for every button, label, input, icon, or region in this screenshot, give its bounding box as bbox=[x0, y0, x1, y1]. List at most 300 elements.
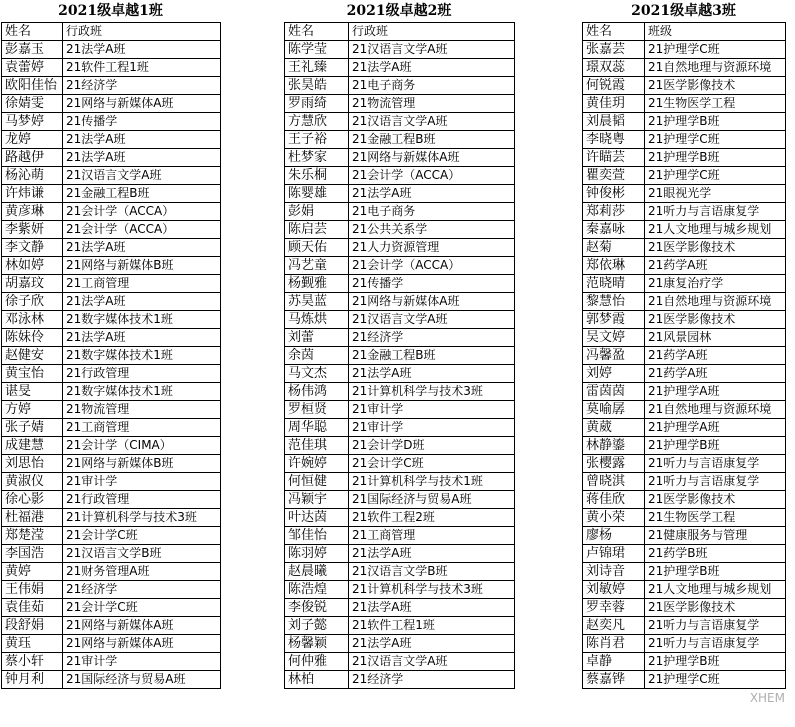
student-name: 郑楚滢 bbox=[2, 527, 63, 545]
table-row bbox=[285, 455, 515, 473]
table-row bbox=[2, 473, 221, 491]
class-block-3 bbox=[582, 0, 785, 689]
admin-class: 21法学A班 bbox=[349, 635, 515, 653]
table-row bbox=[583, 167, 786, 185]
student-name: 谌旻 bbox=[2, 383, 63, 401]
table-row bbox=[583, 527, 786, 545]
student-name: 彭嘉玉 bbox=[2, 41, 63, 59]
table-row bbox=[2, 311, 221, 329]
header-class: 行政班 bbox=[63, 23, 221, 41]
admin-class: 21药学A班 bbox=[645, 347, 786, 365]
table-row bbox=[285, 599, 515, 617]
student-name: 吴文婷 bbox=[583, 329, 645, 347]
table-row bbox=[583, 509, 786, 527]
table-row bbox=[285, 527, 515, 545]
student-name: 罗桓贤 bbox=[285, 401, 349, 419]
table-row bbox=[2, 599, 221, 617]
admin-class: 21行政管理 bbox=[63, 365, 221, 383]
table-row bbox=[583, 473, 786, 491]
class-block-2 bbox=[284, 0, 514, 689]
student-name: 邹佳怡 bbox=[285, 527, 349, 545]
table-row bbox=[583, 581, 786, 599]
student-name: 李文静 bbox=[2, 239, 63, 257]
table-row bbox=[285, 509, 515, 527]
admin-class: 21电子商务 bbox=[349, 203, 515, 221]
student-name: 方婷 bbox=[2, 401, 63, 419]
table-row bbox=[285, 167, 515, 185]
student-name: 范佳琪 bbox=[285, 437, 349, 455]
table-row bbox=[2, 239, 221, 257]
admin-class: 21护理学B班 bbox=[645, 563, 786, 581]
admin-class: 21数字媒体技术1班 bbox=[63, 347, 221, 365]
student-name: 刘晨韬 bbox=[583, 113, 645, 131]
table-row bbox=[2, 671, 221, 689]
admin-class: 21汉语言文学A班 bbox=[349, 113, 515, 131]
admin-class: 21法学A班 bbox=[349, 59, 515, 77]
table-row bbox=[2, 401, 221, 419]
student-name: 马梦婷 bbox=[2, 113, 63, 131]
admin-class: 21法学A班 bbox=[63, 149, 221, 167]
table-row bbox=[583, 239, 786, 257]
admin-class: 21数字媒体技术1班 bbox=[63, 383, 221, 401]
table-row bbox=[285, 653, 515, 671]
admin-class: 21国际经济与贸易A班 bbox=[63, 671, 221, 689]
admin-class: 21人力资源管理 bbox=[349, 239, 515, 257]
admin-class: 21法学A班 bbox=[349, 365, 515, 383]
admin-class: 21软件工程1班 bbox=[349, 617, 515, 635]
table-row bbox=[285, 671, 515, 689]
student-name: 秦嘉咏 bbox=[583, 221, 645, 239]
student-name: 蔡小轩 bbox=[2, 653, 63, 671]
student-name: 蒋佳欣 bbox=[583, 491, 645, 509]
student-name: 袁蕾婷 bbox=[2, 59, 63, 77]
table-row bbox=[285, 95, 515, 113]
admin-class: 21金融工程B班 bbox=[349, 347, 515, 365]
table-row bbox=[285, 491, 515, 509]
student-name: 何仲雅 bbox=[285, 653, 349, 671]
admin-class: 21护理学B班 bbox=[645, 653, 786, 671]
student-name: 何恒健 bbox=[285, 473, 349, 491]
student-name: 杜福港 bbox=[2, 509, 63, 527]
student-name: 李俊锐 bbox=[285, 599, 349, 617]
admin-class: 21计算机科学与技术1班 bbox=[349, 473, 515, 491]
roster-table-3 bbox=[582, 22, 786, 689]
table-row bbox=[285, 617, 515, 635]
admin-class: 21医学影像技术 bbox=[645, 239, 786, 257]
admin-class: 21网络与新媒体A班 bbox=[349, 149, 515, 167]
table-row bbox=[2, 293, 221, 311]
student-name: 莫喻孱 bbox=[583, 401, 645, 419]
admin-class: 21医学影像技术 bbox=[645, 311, 786, 329]
table-row bbox=[583, 635, 786, 653]
student-name: 冯颖宇 bbox=[285, 491, 349, 509]
table-row bbox=[2, 77, 221, 95]
admin-class: 21财务管理A班 bbox=[63, 563, 221, 581]
admin-class: 21网络与新媒体A班 bbox=[349, 293, 515, 311]
table-row bbox=[583, 131, 786, 149]
admin-class: 21听力与言语康复学 bbox=[645, 455, 786, 473]
admin-class: 21会计学C班 bbox=[63, 527, 221, 545]
student-name: 黄小荣 bbox=[583, 509, 645, 527]
student-name: 徐婧雯 bbox=[2, 95, 63, 113]
student-name: 路越伊 bbox=[2, 149, 63, 167]
table-row bbox=[285, 635, 515, 653]
table-row bbox=[285, 275, 515, 293]
table-row bbox=[285, 401, 515, 419]
student-name: 赵菊 bbox=[583, 239, 645, 257]
table-row bbox=[285, 563, 515, 581]
admin-class: 21经济学 bbox=[63, 581, 221, 599]
admin-class: 21审计学 bbox=[63, 473, 221, 491]
table-row bbox=[583, 437, 786, 455]
table-row bbox=[583, 401, 786, 419]
admin-class: 21护理学B班 bbox=[645, 437, 786, 455]
student-name: 许瞄芸 bbox=[583, 149, 645, 167]
table-row bbox=[2, 149, 221, 167]
student-name: 李国浩 bbox=[2, 545, 63, 563]
admin-class: 21工商管理 bbox=[63, 275, 221, 293]
admin-class: 21软件工程1班 bbox=[63, 59, 221, 77]
student-name: 张子婧 bbox=[2, 419, 63, 437]
table-row bbox=[583, 347, 786, 365]
student-name: 黄彦琳 bbox=[2, 203, 63, 221]
student-name: 张樱露 bbox=[583, 455, 645, 473]
student-name: 冯馨盈 bbox=[583, 347, 645, 365]
student-name: 刘子懿 bbox=[285, 617, 349, 635]
admin-class: 21法学A班 bbox=[63, 239, 221, 257]
student-name: 李晓粤 bbox=[583, 131, 645, 149]
admin-class: 21汉语言文学B班 bbox=[349, 563, 515, 581]
table-row bbox=[583, 41, 786, 59]
header-row bbox=[583, 23, 786, 41]
student-name: 曾晓淇 bbox=[583, 473, 645, 491]
table-row bbox=[2, 131, 221, 149]
admin-class: 21行政管理 bbox=[63, 491, 221, 509]
admin-class: 21经济学 bbox=[349, 329, 515, 347]
table-row bbox=[285, 311, 515, 329]
header-name: 姓名 bbox=[583, 23, 645, 41]
admin-class: 21汉语言文学A班 bbox=[349, 311, 515, 329]
header-row bbox=[2, 23, 221, 41]
admin-class: 21金融工程B班 bbox=[63, 185, 221, 203]
student-name: 范晓晴 bbox=[583, 275, 645, 293]
student-name: 何锐霞 bbox=[583, 77, 645, 95]
table-row bbox=[285, 437, 515, 455]
student-name: 钟俊彬 bbox=[583, 185, 645, 203]
student-name: 陈启芸 bbox=[285, 221, 349, 239]
class-block-1 bbox=[1, 0, 220, 689]
admin-class: 21护理学B班 bbox=[645, 149, 786, 167]
admin-class: 21传播学 bbox=[63, 113, 221, 131]
table-row bbox=[583, 293, 786, 311]
admin-class: 21会计学（CIMA） bbox=[63, 437, 221, 455]
table-row bbox=[583, 149, 786, 167]
table-row bbox=[285, 59, 515, 77]
admin-class: 21网络与新媒体A班 bbox=[63, 95, 221, 113]
table-row bbox=[285, 185, 515, 203]
table-row bbox=[583, 329, 786, 347]
admin-class: 21网络与新媒体A班 bbox=[63, 617, 221, 635]
student-name: 杨沁萌 bbox=[2, 167, 63, 185]
admin-class: 21汉语言文学A班 bbox=[349, 41, 515, 59]
admin-class: 21听力与言语康复学 bbox=[645, 203, 786, 221]
student-name: 袁佳茹 bbox=[2, 599, 63, 617]
table-row bbox=[2, 509, 221, 527]
admin-class: 21护理学C班 bbox=[645, 41, 786, 59]
student-name: 黎慧怡 bbox=[583, 293, 645, 311]
table-row bbox=[2, 257, 221, 275]
table-row bbox=[285, 347, 515, 365]
table-row bbox=[2, 167, 221, 185]
table-row bbox=[583, 599, 786, 617]
table-row bbox=[285, 131, 515, 149]
table-row bbox=[2, 383, 221, 401]
admin-class: 21工商管理 bbox=[349, 527, 515, 545]
admin-class: 21公共关系学 bbox=[349, 221, 515, 239]
student-name: 刘敏婷 bbox=[583, 581, 645, 599]
student-name: 陈学莹 bbox=[285, 41, 349, 59]
student-name: 黄葳 bbox=[583, 419, 645, 437]
table-row bbox=[2, 437, 221, 455]
student-name: 李紫妍 bbox=[2, 221, 63, 239]
table-row bbox=[583, 419, 786, 437]
table-row bbox=[2, 635, 221, 653]
student-name: 许炜谦 bbox=[2, 185, 63, 203]
admin-class: 21网络与新媒体A班 bbox=[63, 635, 221, 653]
admin-class: 21风景园林 bbox=[645, 329, 786, 347]
table-row bbox=[2, 455, 221, 473]
admin-class: 21法学A班 bbox=[349, 545, 515, 563]
admin-class: 21会计学（ACCA） bbox=[349, 167, 515, 185]
admin-class: 21审计学 bbox=[349, 419, 515, 437]
table-row bbox=[2, 95, 221, 113]
table-row bbox=[285, 221, 515, 239]
admin-class: 21听力与言语康复学 bbox=[645, 473, 786, 491]
student-name: 蔡嘉铧 bbox=[583, 671, 645, 689]
student-name: 林静鎏 bbox=[583, 437, 645, 455]
student-name: 徐心影 bbox=[2, 491, 63, 509]
table-row bbox=[2, 581, 221, 599]
admin-class: 21药学A班 bbox=[645, 365, 786, 383]
table-row bbox=[2, 59, 221, 77]
roster-table-1 bbox=[1, 22, 221, 689]
student-name: 郑莉莎 bbox=[583, 203, 645, 221]
student-name: 余茵 bbox=[285, 347, 349, 365]
student-name: 黄宝怡 bbox=[2, 365, 63, 383]
admin-class: 21药学B班 bbox=[645, 545, 786, 563]
student-name: 赵健安 bbox=[2, 347, 63, 365]
roster-table-2 bbox=[284, 22, 515, 689]
student-name: 刘诗音 bbox=[583, 563, 645, 581]
admin-class: 21医学影像技术 bbox=[645, 491, 786, 509]
student-name: 钟月利 bbox=[2, 671, 63, 689]
admin-class: 21会计学（ACCA） bbox=[349, 257, 515, 275]
table-row bbox=[583, 365, 786, 383]
table-row bbox=[583, 59, 786, 77]
student-name: 许婉婷 bbox=[285, 455, 349, 473]
table-row bbox=[2, 545, 221, 563]
table-row bbox=[2, 419, 221, 437]
student-name: 陈肖君 bbox=[583, 635, 645, 653]
admin-class: 21计算机科学与技术3班 bbox=[349, 581, 515, 599]
admin-class: 21法学A班 bbox=[63, 131, 221, 149]
admin-class: 21计算机科学与技术3班 bbox=[349, 383, 515, 401]
table-row bbox=[285, 581, 515, 599]
admin-class: 21审计学 bbox=[349, 401, 515, 419]
admin-class: 21汉语言文学A班 bbox=[349, 653, 515, 671]
admin-class: 21眼视光学 bbox=[645, 185, 786, 203]
table-row bbox=[583, 77, 786, 95]
admin-class: 21网络与新媒体B班 bbox=[63, 257, 221, 275]
admin-class: 21电子商务 bbox=[349, 77, 515, 95]
admin-class: 21生物医学工程 bbox=[645, 509, 786, 527]
class-title-2: 2021级卓越2班 bbox=[346, 3, 452, 19]
student-name: 郭梦霞 bbox=[583, 311, 645, 329]
student-name: 王伟娟 bbox=[2, 581, 63, 599]
admin-class: 21医学影像技术 bbox=[645, 599, 786, 617]
student-name: 卢锦珺 bbox=[583, 545, 645, 563]
admin-class: 21数字媒体技术1班 bbox=[63, 311, 221, 329]
admin-class: 21护理学A班 bbox=[645, 419, 786, 437]
table-row bbox=[583, 95, 786, 113]
admin-class: 21护理学C班 bbox=[645, 167, 786, 185]
admin-class: 21生物医学工程 bbox=[645, 95, 786, 113]
student-name: 顾天佑 bbox=[285, 239, 349, 257]
student-name: 罗雨绮 bbox=[285, 95, 349, 113]
admin-class: 21会计学（ACCA） bbox=[63, 221, 221, 239]
table-row bbox=[2, 221, 221, 239]
admin-class: 21听力与言语康复学 bbox=[645, 617, 786, 635]
admin-class: 21康复治疗学 bbox=[645, 275, 786, 293]
class-title-1: 2021级卓越1班 bbox=[58, 3, 163, 19]
table-row bbox=[285, 473, 515, 491]
student-name: 马炼烘 bbox=[285, 311, 349, 329]
admin-class: 21自然地理与资源环境 bbox=[645, 401, 786, 419]
header-class: 行政班 bbox=[349, 23, 515, 41]
table-row bbox=[285, 365, 515, 383]
table-row bbox=[2, 563, 221, 581]
admin-class: 21会计学（ACCA） bbox=[63, 203, 221, 221]
student-name: 杜梦家 bbox=[285, 149, 349, 167]
table-row bbox=[285, 329, 515, 347]
student-name: 郑依琳 bbox=[583, 257, 645, 275]
student-name: 张嘉芸 bbox=[583, 41, 645, 59]
student-name: 成建慧 bbox=[2, 437, 63, 455]
table-row bbox=[2, 653, 221, 671]
student-name: 苏昊蓝 bbox=[285, 293, 349, 311]
header-row bbox=[285, 23, 515, 41]
admin-class: 21会计学D班 bbox=[349, 437, 515, 455]
student-name: 冯艺童 bbox=[285, 257, 349, 275]
student-name: 陈羽婷 bbox=[285, 545, 349, 563]
table-row bbox=[583, 671, 786, 689]
table-row bbox=[285, 545, 515, 563]
table-row bbox=[583, 203, 786, 221]
student-name: 杨伟鸿 bbox=[285, 383, 349, 401]
student-name: 陈浩煌 bbox=[285, 581, 349, 599]
student-name: 邓泳林 bbox=[2, 311, 63, 329]
student-name: 张昊皓 bbox=[285, 77, 349, 95]
table-row bbox=[285, 113, 515, 131]
table-row bbox=[2, 185, 221, 203]
student-name: 王礼臻 bbox=[285, 59, 349, 77]
table-row bbox=[2, 203, 221, 221]
table-row bbox=[583, 653, 786, 671]
student-name: 赵奕凡 bbox=[583, 617, 645, 635]
admin-class: 21经济学 bbox=[63, 77, 221, 95]
admin-class: 21物流管理 bbox=[349, 95, 515, 113]
table-row bbox=[285, 293, 515, 311]
student-name: 黄珏 bbox=[2, 635, 63, 653]
admin-class: 21法学A班 bbox=[63, 41, 221, 59]
table-row bbox=[2, 275, 221, 293]
admin-class: 21自然地理与资源环境 bbox=[645, 59, 786, 77]
student-name: 叶达茵 bbox=[285, 509, 349, 527]
student-name: 陈婴雄 bbox=[285, 185, 349, 203]
table-row bbox=[583, 617, 786, 635]
student-name: 罗幸蓉 bbox=[583, 599, 645, 617]
student-name: 段舒娟 bbox=[2, 617, 63, 635]
admin-class: 21国际经济与贸易A班 bbox=[349, 491, 515, 509]
table-row bbox=[2, 329, 221, 347]
admin-class: 21经济学 bbox=[349, 671, 515, 689]
admin-class: 21传播学 bbox=[349, 275, 515, 293]
table-row bbox=[2, 617, 221, 635]
student-name: 雷茵茵 bbox=[583, 383, 645, 401]
header-name: 姓名 bbox=[285, 23, 349, 41]
admin-class: 21软件工程2班 bbox=[349, 509, 515, 527]
admin-class: 21审计学 bbox=[63, 653, 221, 671]
admin-class: 21法学A班 bbox=[63, 329, 221, 347]
table-row bbox=[285, 419, 515, 437]
admin-class: 21金融工程B班 bbox=[349, 131, 515, 149]
admin-class: 21药学A班 bbox=[645, 257, 786, 275]
table-row bbox=[583, 113, 786, 131]
admin-class: 21汉语言文学A班 bbox=[63, 167, 221, 185]
table-row bbox=[583, 185, 786, 203]
table-row bbox=[583, 221, 786, 239]
admin-class: 21护理学B班 bbox=[645, 113, 786, 131]
student-name: 黄淑仪 bbox=[2, 473, 63, 491]
admin-class: 21会计学C班 bbox=[349, 455, 515, 473]
header-class: 班级 bbox=[645, 23, 786, 41]
student-name: 方慧欣 bbox=[285, 113, 349, 131]
table-row bbox=[285, 41, 515, 59]
admin-class: 21网络与新媒体B班 bbox=[63, 455, 221, 473]
student-name: 王子裕 bbox=[285, 131, 349, 149]
table-row bbox=[2, 491, 221, 509]
watermark-text: XHEM bbox=[749, 691, 785, 705]
table-row bbox=[285, 239, 515, 257]
table-row bbox=[285, 149, 515, 167]
table-row bbox=[2, 41, 221, 59]
student-name: 赵晨曦 bbox=[285, 563, 349, 581]
admin-class: 21汉语言文学B班 bbox=[63, 545, 221, 563]
table-row bbox=[285, 203, 515, 221]
student-name: 卓静 bbox=[583, 653, 645, 671]
student-name: 刘婷 bbox=[583, 365, 645, 383]
student-name: 璟双蕊 bbox=[583, 59, 645, 77]
student-name: 林如婷 bbox=[2, 257, 63, 275]
admin-class: 21护理学C班 bbox=[645, 131, 786, 149]
table-row bbox=[583, 383, 786, 401]
table-row bbox=[583, 455, 786, 473]
student-name: 杨觐雅 bbox=[285, 275, 349, 293]
admin-class: 21听力与言语康复学 bbox=[645, 635, 786, 653]
student-name: 徐子欣 bbox=[2, 293, 63, 311]
admin-class: 21护理学C班 bbox=[645, 671, 786, 689]
student-name: 欧阳佳怡 bbox=[2, 77, 63, 95]
